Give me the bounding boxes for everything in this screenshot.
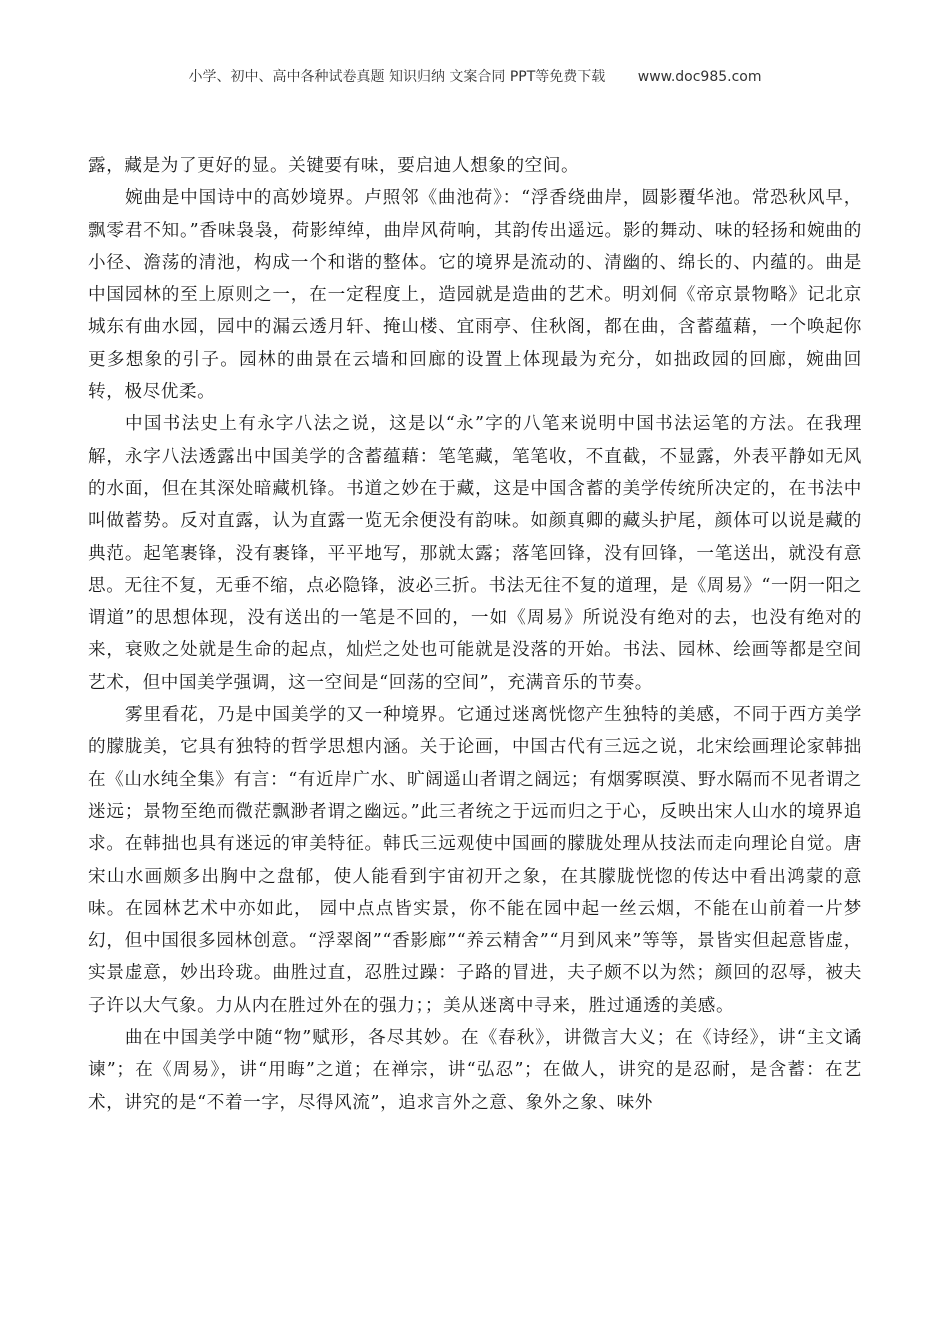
paragraph-calligraphy: 中国书法史上有永字八法之说，这是以“永”字的八笔来说明中国书法运笔的方法。在我理解，永字八法透露出中国美学的含蓄蕴藉：笔笔藏，笔笔收，不直截，不显露，外表平静如无风的水面，但在其深处暗藏机锋。书道之妙在于藏，这是中国含蓄的美学传统所决定的，在书法中叫做蓄势。反对直露，认为直露一览无余便没有韵味。如颜真卿的藏头护尾，颜体可以说是藏的典范。起笔裹锋，没有裹锋，平平地写，那就太露；落笔回锋，没有回锋，一笔送出，就没有意思。无往不复，无垂不缩，点必隐锋，波必三折。书法无往不复的道理，是《周易》“一阴一阳之谓道”的思想体现，没有送出的一笔是不回的，一如《周易》所说没有绝对的去，也没有绝对的来，衰败之处就是生命的起点，灿烂之处也可能就是没落的开始。书法、园林、绘画等都是空间艺术，但中国美学强调，这一空间是“回荡的空间”，充满音乐的节奏。 [88,414,862,693]
paragraph-mist-flowers: 雾里看花，乃是中国美学的又一种境界。它通过迷离恍惚产生独特的美感，不同于西方美学的朦胧美，它具有独特的哲学思想内涵。关于论画，中国古代有三远之说，北宋绘画理论家韩拙在《山水纯全集》有言：“有近岸广水、旷阔遥山者谓之阔远；有烟雾暝漠、野水隔而不见者谓之迷远；景物至绝而微茫飘渺者谓之幽远。”此三者统之于远而归之于心，反映出宋人山水的境界追求。在韩拙也具有迷远的审美特征。韩氏三远观使中国画的朦胧处理从技法而走向理论自觉。唐宋山水画颇多出胸中之盘郁，使人能看到宇宙初开之象，在其朦胧恍惚的传达中看出鸿蒙的意味。在园林艺术中亦如此， 园中点点皆实景，你不能在园中起一丝云烟，不能在山前着一片梦幻，但中国很多园林创意。“浮翠阁”“香影廊”“养云精舍”“月到风来”等等，景皆实但起意皆虚，实景虚意，妙出玲珑。曲胜过直，忍胜过躁：子路的冒进，夫子颇不以为然；颜回的忍辱，被夫子许以大气象。力从内在胜过外在的强力；；美从迷离中寻来，胜过通透的美感。 [88,705,862,1016]
paragraph-qu-aesthetics: 曲在中国美学中随“物”赋形，各尽其妙。在《春秋》，讲微言大义；在《诗经》，讲“主文谲谏”；在《周易》，讲“用晦”之道；在禅宗，讲“弘忍”；在做人，讲究的是忍耐，是含蓄：在艺术，讲究的是“不着一字，尽得风流”，追求言外之意、象外之象、味外 [88,1028,862,1113]
article-body [88,150,862,1119]
page-header [0,66,950,86]
paragraph-continuation: 露，藏是为了更好的显。关键要有味，要启迪人想象的空间。 [88,156,580,176]
header-site-link[interactable]: www.doc985.com [637,69,762,85]
paragraph-wanqu: 婉曲是中国诗中的高妙境界。卢照邻《曲池荷》：“浮香绕曲岸，圆影覆华池。常恐秋风早，飘零君不知。”香味袅袅，荷影绰绰，曲岸风荷响，其韵传出遥远。影的舞动、味的轻扬和婉曲的小径、澹荡的清池，构成一个和谐的整体。它的境界是流动的、清幽的、绵长的、内蕴的。曲是中国园林的至上原则之一，在一定程度上，造园就是造曲的艺术。明刘侗《帝京景物略》记北京城东有曲水园，园中的漏云透月轩、掩山楼、宜雨亭、住秋阁，都在曲，含蓄蕴藉，一个唤起你更多想象的引子。园林的曲景在云墙和回廊的设置上体现最为充分，如拙政园的回廊，婉曲回转，极尽优柔。 [88,188,862,403]
header-title: 小学、初中、高中各种试卷真题 知识归纳 文案合同 PPT等免费下载 [188,69,606,85]
